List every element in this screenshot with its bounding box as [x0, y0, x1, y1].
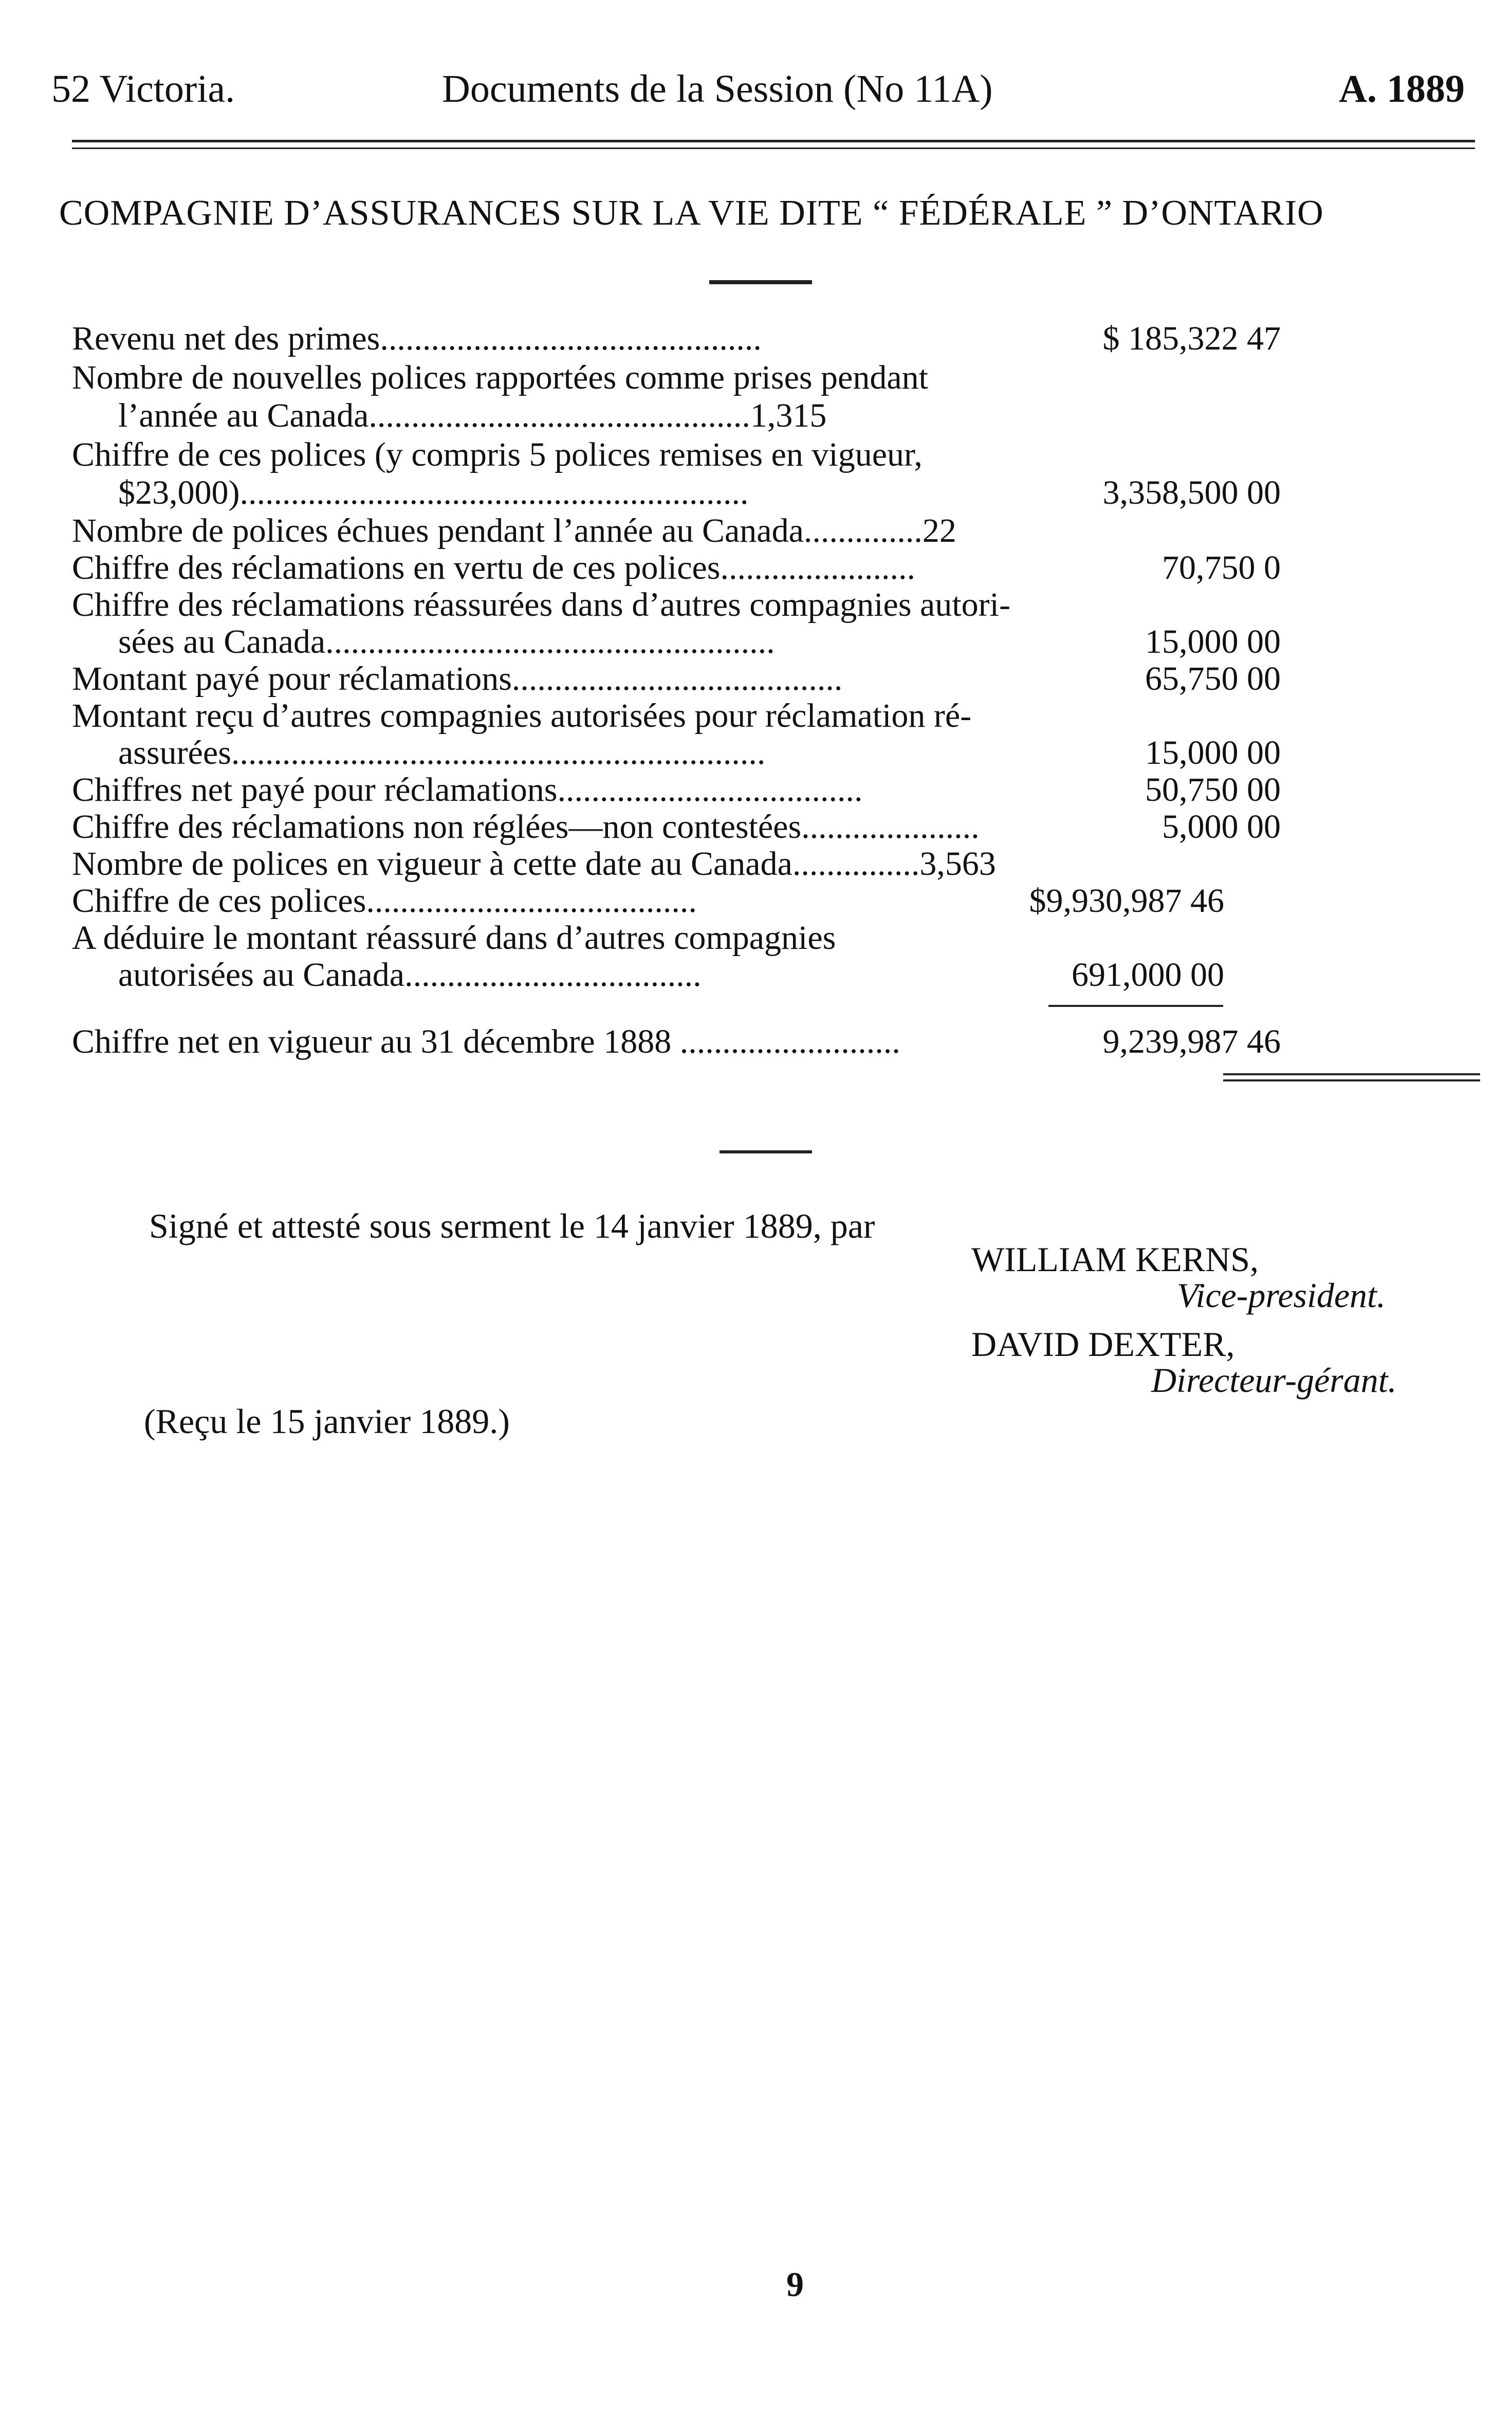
signatory-name: DAVID DEXTER,: [971, 1325, 1235, 1364]
row-mid-amount: 691,000 00: [1072, 956, 1224, 994]
row-text: sées au Canada.....................................................: [118, 623, 775, 660]
row-text: Chiffre net en vigueur au 31 décembre 1888 ..........................: [72, 1023, 900, 1060]
row-text: Chiffre des réclamations réassurées dans d’autres compagnies autori-: [72, 586, 1010, 623]
page-title: COMPAGNIE D’ASSURANCES SUR LA VIE DITE “ FÉDÉRALE ” D’ONTARIO: [59, 193, 1324, 233]
row-amount: 50,750 00: [1145, 771, 1281, 809]
row-text: l’année au Canada.............................................1,315: [118, 397, 827, 434]
total-rule-bottom: [1223, 1079, 1480, 1081]
section-rule: [720, 1150, 812, 1153]
row-text: Nombre de nouvelles polices rapportées comme prises pendant: [72, 359, 928, 396]
row-amount: 70,750 0: [1162, 549, 1281, 586]
page-number: 9: [786, 2265, 804, 2304]
row-amount: 9,239,987 46: [1102, 1023, 1281, 1060]
row-mid-amount: $9,930,987 46: [1029, 882, 1224, 920]
row-text: Montant reçu d’autres compagnies autorisées pour réclamation ré-: [72, 697, 972, 735]
row-text: Nombre de polices en vigueur à cette date au Canada...............3,563: [72, 845, 996, 883]
received-date: (Reçu le 15 janvier 1889.): [144, 1402, 510, 1441]
row-amount: 65,750 00: [1145, 660, 1281, 697]
row-text: assurées...............................................................: [118, 734, 766, 772]
row-amount: 15,000 00: [1145, 623, 1281, 660]
header-left: 52 Victoria.: [51, 67, 235, 111]
total-rule-top: [1223, 1073, 1480, 1075]
row-amount: 15,000 00: [1145, 734, 1281, 772]
row-text: Chiffre des réclamations non réglées—non contestées.....................: [72, 808, 980, 846]
row-amount: 3,358,500 00: [1102, 474, 1281, 511]
running-header: [51, 61, 1465, 117]
row-text: $23,000)............................................................: [118, 474, 749, 511]
signatory-name: WILLIAM KERNS,: [971, 1240, 1259, 1279]
attestation-text: Signé et attesté sous serment le 14 janvier 1889, par: [149, 1206, 875, 1245]
signatory-role: Vice-president.: [1177, 1276, 1386, 1315]
row-text: Montant payé pour réclamations.......................................: [72, 660, 843, 697]
signatory-role: Directeur-gérant.: [1151, 1361, 1397, 1400]
row-text: A déduire le montant réassuré dans d’autres compagnies: [72, 919, 836, 957]
row-text: Nombre de polices échues pendant l’année au Canada..............22: [72, 512, 956, 549]
row-text: Chiffre de ces polices (y compris 5 polices remises en vigueur,: [72, 436, 923, 473]
row-text: Chiffre de ces polices.......................................: [72, 882, 697, 920]
header-rule-top: [72, 140, 1475, 142]
header-center: Documents de la Session (No 11A): [442, 67, 993, 111]
subtotal-rule: [1048, 1005, 1223, 1007]
row-text: Chiffres net payé pour réclamations....................................: [72, 771, 863, 809]
row-amount: $ 185,322 47: [1102, 320, 1281, 357]
row-text: Chiffre des réclamations en vertu de ces polices.......................: [72, 549, 915, 586]
row-text: Revenu net des primes.............................................: [72, 320, 762, 357]
header-rule-bottom: [72, 148, 1475, 149]
header-right: A. 1889: [1339, 67, 1465, 111]
title-rule: [709, 280, 812, 284]
row-text: autorisées au Canada...................................: [118, 956, 702, 994]
row-amount: 5,000 00: [1162, 808, 1281, 846]
